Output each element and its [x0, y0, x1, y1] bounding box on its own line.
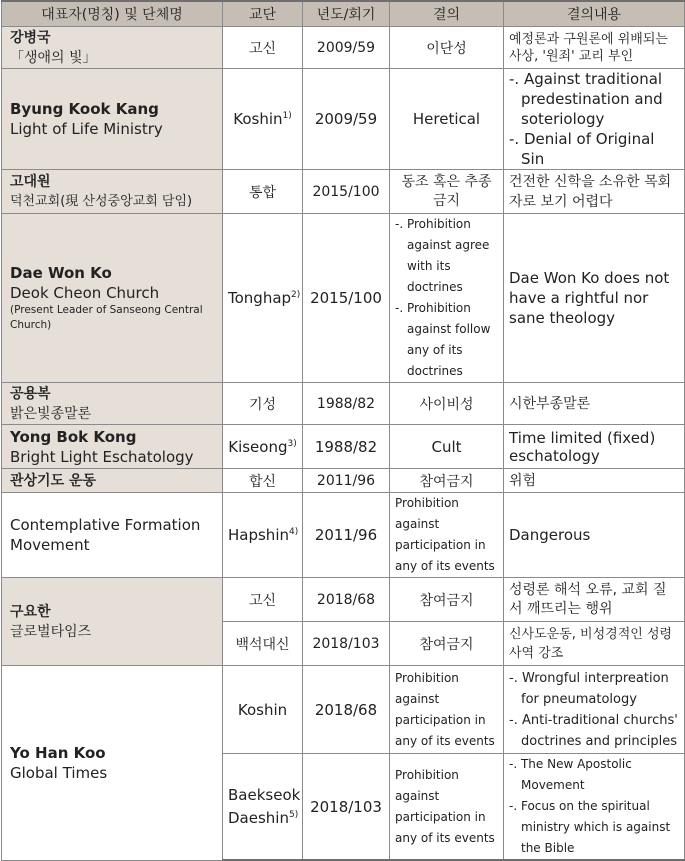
denomination-cell: 합신 — [223, 469, 303, 493]
organization-name: Global Times — [10, 763, 108, 782]
decision-cell: 사이비성 — [390, 383, 504, 425]
content-cell — [504, 754, 685, 861]
name-cell — [2, 383, 223, 425]
organization-name: 덕천교회(現 산성중앙교회 담임) — [10, 193, 193, 209]
decision-cell: 참여금지 — [390, 578, 504, 622]
name-cell — [2, 214, 223, 383]
representative-name: 고대원 — [10, 173, 51, 190]
denomination-resolutions-table — [1, 0, 685, 861]
footnote-mark: 5) — [288, 810, 299, 820]
organization-name: Deok Cheon Church — [10, 284, 160, 302]
organization-name: Bright Light Eschatology — [10, 447, 194, 466]
list-item: -. Wrongful interpreation for pneumatology — [509, 668, 679, 710]
content-cell — [504, 69, 685, 170]
list-item: -. Anti-traditional churchs' doctrines and principles — [509, 710, 679, 752]
decision-cell: Cult — [390, 425, 504, 469]
year-cell: 2015/100 — [303, 170, 390, 214]
table-row — [2, 425, 685, 469]
decision-cell: Heretical — [390, 69, 504, 170]
list-item: -. Focus on the spiritual ministry which is against the Bible — [509, 796, 679, 859]
organization-name: Light of Life Ministry — [10, 120, 163, 138]
representative-name: Contemplative Formation Movement — [2, 493, 223, 578]
year-cell: 2015/100 — [303, 214, 390, 383]
decision-cell: Prohibition against participation in any of its events — [390, 493, 504, 578]
year-cell: 1988/82 — [303, 383, 390, 425]
header-content: 결의내용 — [504, 1, 685, 27]
footnote-mark: 3) — [287, 438, 297, 449]
name-cell — [2, 69, 223, 170]
list-item: -. The New Apostolic Movement — [509, 754, 679, 796]
header-denomination: 교단 — [223, 1, 303, 27]
denomination-cell: Kiseong$^{3)}$ — [223, 425, 303, 469]
content-cell: 성령론 해석 오류, 교회 질서 깨뜨리는 행위 — [504, 578, 685, 622]
table-row — [2, 493, 685, 578]
name-cell — [2, 170, 223, 214]
representative-name: 구요한 — [10, 603, 51, 620]
representative-name: 관상기도 운동 — [2, 469, 223, 493]
year-cell: 2018/68 — [303, 666, 390, 754]
footnote-mark: 4) — [289, 527, 299, 537]
table-row — [2, 170, 685, 214]
decision-cell: 참여금지 — [390, 622, 504, 666]
list-item: -. Denial of Original Sin — [509, 129, 679, 169]
organization-name: 「생애의 빛」 — [10, 49, 97, 66]
content-cell: Dae Won Ko does not have a rightful nor sane theology — [504, 214, 685, 383]
footnote-mark: 1) — [282, 111, 292, 121]
table-row — [2, 469, 685, 493]
denomination-cell: Tonghap$^{2)}$ — [223, 214, 303, 383]
header-year: 년도/회기 — [303, 1, 390, 27]
list-item: -. Prohibition against follow any of its doctrines — [395, 298, 498, 382]
denomination-cell: Koshin — [223, 666, 303, 754]
header-row — [2, 1, 685, 27]
year-cell: 2011/96 — [303, 493, 390, 578]
year-cell: 2011/96 — [303, 469, 390, 493]
organization-name: 글로벌타임즈 — [10, 623, 92, 640]
representative-name: Yong Bok Kong — [10, 427, 137, 446]
table-row — [2, 69, 685, 170]
denomination-cell: 고신 — [223, 27, 303, 69]
header-name: 대표자(명칭) 및 단체명 — [2, 1, 223, 27]
year-cell: 2018/103 — [303, 754, 390, 861]
decision-cell: Prohibition against participation in any of its events — [390, 754, 504, 861]
table-row — [2, 27, 685, 69]
organization-note: (Present Leader of Sanseong Central Church) — [10, 304, 203, 331]
denomination-cell: Baekseok Daeshin$^{5)}$ — [223, 754, 303, 861]
content-cell: Time limited (fixed) eschatology — [504, 425, 685, 469]
denomination-cell: 고신 — [223, 578, 303, 622]
header-decision: 결의 — [390, 1, 504, 27]
footnote-mark: 2) — [291, 290, 301, 300]
year-cell: 1988/82 — [303, 425, 390, 469]
denomination-cell: 기성 — [223, 383, 303, 425]
denomination-cell: 통합 — [223, 170, 303, 214]
content-cell: 건전한 신학을 소유한 목회자로 보기 어렵다 — [504, 170, 685, 214]
table-row — [2, 214, 685, 383]
name-cell — [2, 27, 223, 69]
denomination-cell: Koshin$^{1)}$ — [223, 69, 303, 170]
list-item: -. Against traditional predestination and soteriology — [509, 69, 679, 129]
table-row — [2, 666, 685, 754]
decision-cell: 참여금지 — [390, 469, 504, 493]
content-cell: 시한부종말론 — [504, 383, 685, 425]
decision-cell: Prohibition against participation in any of its events — [390, 666, 504, 754]
denomination-cell: 백석대신 — [223, 622, 303, 666]
representative-name: Yo Han Koo — [10, 743, 106, 762]
content-cell: 위험 — [504, 469, 685, 493]
name-cell — [2, 578, 223, 666]
table-row — [2, 383, 685, 425]
year-cell: 2009/59 — [303, 27, 390, 69]
representative-name: 공용복 — [10, 385, 51, 402]
organization-name: 밝은빛종말론 — [10, 405, 92, 422]
content-cell — [504, 666, 685, 754]
list-item: -. Prohibition against agree with its doctrines — [395, 214, 498, 298]
year-cell: 2009/59 — [303, 69, 390, 170]
decision-cell: 동조 혹은 추종금지 — [390, 170, 504, 214]
year-cell: 2018/68 — [303, 578, 390, 622]
year-cell: 2018/103 — [303, 622, 390, 666]
representative-name: Byung Kook Kang — [10, 100, 159, 118]
table-row — [2, 578, 685, 622]
decision-cell: 이단성 — [390, 27, 504, 69]
denomination-cell: Hapshin$^{4)}$ — [223, 493, 303, 578]
content-cell: Dangerous — [504, 493, 685, 578]
content-cell: 예정론과 구원론에 위배되는 사상, '원죄' 교리 부인 — [504, 27, 685, 69]
representative-name: 강병국 — [10, 29, 51, 46]
representative-name: Dae Won Ko — [10, 264, 112, 282]
name-cell — [2, 666, 223, 861]
decision-cell — [390, 214, 504, 383]
content-cell: 신사도운동, 비성경적인 성령사역 강조 — [504, 622, 685, 666]
name-cell — [2, 425, 223, 469]
